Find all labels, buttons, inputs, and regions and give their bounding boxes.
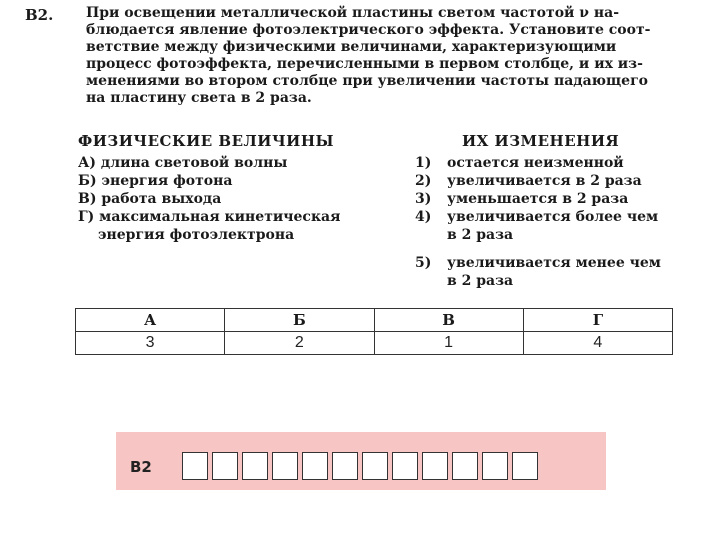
answer-cell[interactable] [452, 452, 478, 480]
change-text: уменьшается в 2 раза [447, 191, 629, 207]
change-item [415, 208, 661, 226]
answer-value-cell[interactable]: 3 [76, 332, 225, 355]
answer-cell[interactable] [512, 452, 538, 480]
answer-cell[interactable] [272, 452, 298, 480]
problem-line: ветствие между физическими величинами, характеризующими [86, 39, 617, 55]
answer-cell[interactable] [482, 452, 508, 480]
change-text: увеличивается в 2 раза [447, 173, 642, 189]
answer-form-label: В2 [130, 458, 152, 476]
quantities-list [78, 154, 340, 244]
problem-statement [86, 5, 670, 107]
answer-cells [182, 452, 538, 480]
change-item [415, 154, 661, 172]
answer-cell[interactable] [332, 452, 358, 480]
problem-line: процесс фотоэффекта, перечисленными в первом столбце, и их из- [86, 56, 643, 72]
answer-value-cell[interactable]: 2 [225, 332, 374, 355]
problem-line: При освещении металлической пластины светом частотой ν на- [86, 5, 620, 21]
quantity-item: А) длина световой волны [78, 155, 288, 171]
quantity-item: В) работа выхода [78, 191, 222, 207]
answer-cell[interactable] [422, 452, 448, 480]
change-number: 5) [415, 255, 432, 271]
quantities-title: ФИЗИЧЕСКИЕ ВЕЛИЧИНЫ [78, 132, 335, 150]
change-text-continuation: в 2 раза [447, 273, 514, 289]
change-text: остается неизменной [447, 155, 624, 171]
changes-title: ИХ ИЗМЕНЕНИЯ [462, 132, 620, 150]
answer-cell[interactable] [212, 452, 238, 480]
answer-cell[interactable] [242, 452, 268, 480]
answer-header-cell: А [76, 309, 225, 332]
change-item [415, 190, 661, 208]
changes-list [415, 154, 661, 290]
change-text: увеличивается менее чем [447, 255, 661, 271]
answer-cell[interactable] [362, 452, 388, 480]
quantity-item: Б) энергия фотона [78, 173, 233, 189]
problem-number: В2. [25, 6, 54, 24]
answer-table [75, 308, 673, 355]
answer-header-cell: Б [225, 309, 374, 332]
change-item [415, 172, 661, 190]
change-number: 3) [415, 191, 432, 207]
answer-cell[interactable] [182, 452, 208, 480]
change-number: 1) [415, 155, 432, 171]
answer-table-value-row [76, 332, 673, 355]
answer-value-cell[interactable]: 4 [523, 332, 672, 355]
quantity-item-continuation: энергия фотоэлектрона [98, 227, 295, 243]
change-number: 4) [415, 209, 432, 225]
change-number: 2) [415, 173, 432, 189]
change-text-continuation: в 2 раза [447, 227, 514, 243]
change-text: увеличивается более чем [447, 209, 659, 225]
answer-header-cell: Г [523, 309, 672, 332]
quantity-item: Г) максимальная кинетическая [78, 209, 341, 225]
answer-cell[interactable] [302, 452, 328, 480]
answer-value-cell[interactable]: 1 [374, 332, 523, 355]
problem-line: менениями во втором столбце при увеличении частоты падающего [86, 73, 649, 89]
answer-cell[interactable] [392, 452, 418, 480]
problem-line: на пластину света в 2 раза. [86, 90, 312, 106]
answer-table-header-row [76, 309, 673, 332]
answer-form [116, 432, 606, 490]
change-item [415, 254, 661, 272]
problem-line: блюдается явление фотоэлектрического эффекта. Установите соот- [86, 22, 651, 38]
answer-header-cell: В [374, 309, 523, 332]
